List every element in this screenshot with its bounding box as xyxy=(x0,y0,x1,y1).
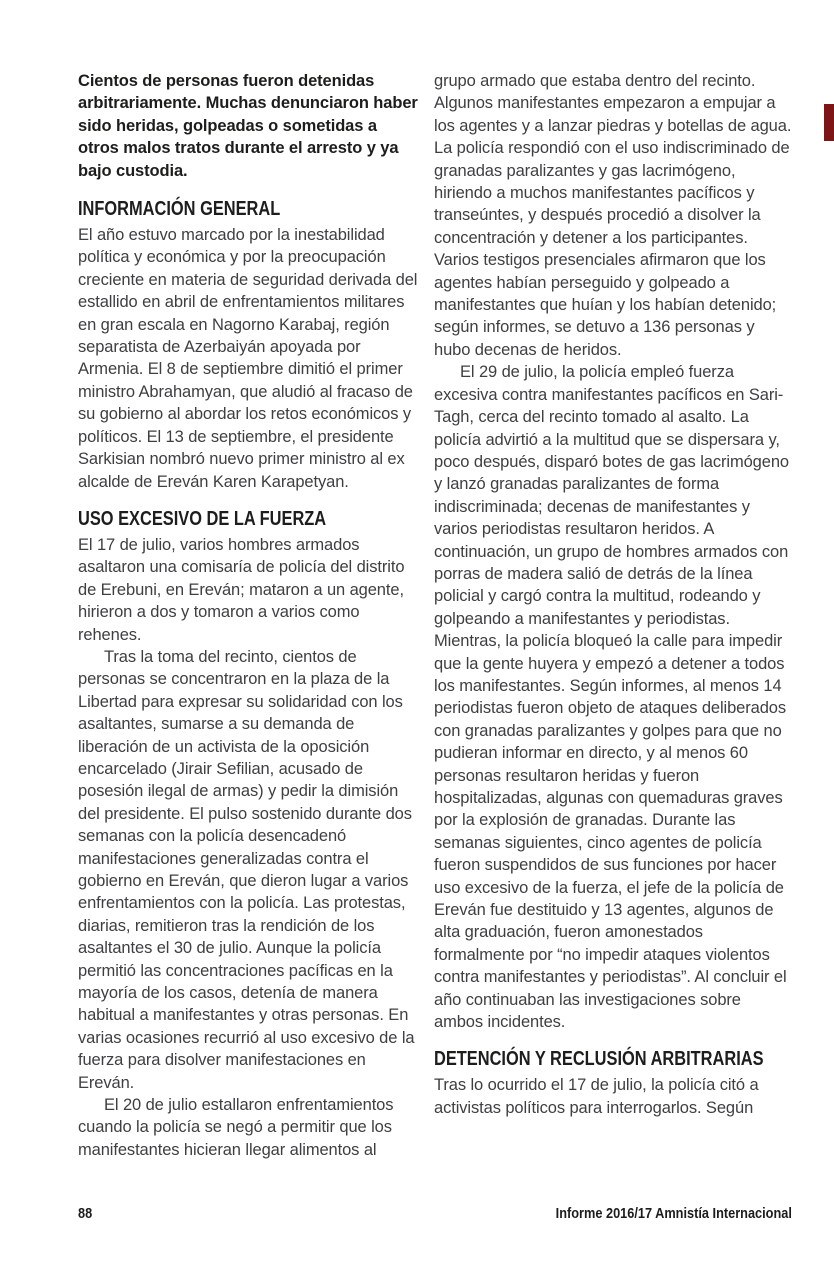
section-heading-informacion-general: INFORMACIÓN GENERAL xyxy=(78,197,281,221)
page-content xyxy=(78,70,792,1161)
paragraph-uso-2: Tras la toma del recinto, cientos de personas se concentraron en la plaza de la Libertad para expresar su solidaridad con los asaltantes, sumarse a su demanda de liberación de un activista de la oposición encarcelado (Jirair Sefilian, acusado de posesión ilegal de armas) y pedir la dimisión del presidente. El pulso sostenido durante dos semanas con la policía desencadenó manifestaciones generalizadas contra el gobierno en Ereván, que dieron lugar a varios enfrentamientos con la policía. Las protestas, diarias, remitieron tras la rendición de los asaltantes el 30 de julio. Aunque la policía permitió las concentraciones pacíficas en la mayoría de los casos, detenía de manera habitual a manifestantes y otras personas. En varias ocasiones recurrió al uso excesivo de la fuerza para disolver manifestaciones en Ereván. xyxy=(78,647,415,1092)
paragraph-uso-3-start: El 20 de julio estallaron enfrentamientos cuando la policía se negó a permitir que los manifestantes hicieran llegar alimentos al xyxy=(78,1096,394,1159)
paragraph-detencion-1: Tras lo ocurrido el 17 de julio, la policía citó a activistas políticos para interrogarlos. Según xyxy=(434,1076,759,1117)
paragraph-uso-1: El 17 de julio, varios hombres armados asaltaron una comisaría de policía del distrito de Erebuni, en Ereván; mataron a un agente, hirieron a dos y tomaron a varios como rehenes. xyxy=(78,535,405,644)
right-column xyxy=(434,70,792,1161)
section-edge-tab xyxy=(824,104,834,141)
paragraph-informacion-general: El año estuvo marcado por la inestabilidad política y económica y por la preocupación creciente en materia de seguridad derivada del estallido en abril de enfrentamientos militares en gran escala en Nagorno Karabaj, región separatista de Azerbaiyán apoyada por Armenia. El 8 de septiembre dimitió el primer ministro Abrahamyan, que aludió al fracaso de su gobierno al abordar los retos económicos y políticos. El 13 de septiembre, el presidente Sarkisian nombró nuevo primer ministro al ex alcalde de Ereván Karen Karapetyan. xyxy=(78,226,418,491)
paragraph-uso-3-continued: grupo armado que estaba dentro del recinto. Algunos manifestantes empezaron a empujar a los agentes y a lanzar piedras y botellas de agua. La policía respondió con el uso indiscriminado de granadas paralizantes y gas lacrimógeno, hiriendo a muchos manifestantes pacíficos y transeúntes, y después procedió a disolver la concentración y detener a los participantes. Varios testigos presenciales afirmaron que los agentes habían perseguido y golpeado a manifestantes que huían y los habían detenido; según informes, se detuvo a 136 personas y hubo decenas de heridos. xyxy=(434,72,792,359)
paragraph-uso-4: El 29 de julio, la policía empleó fuerza excesiva contra manifestantes pacíficos en Sari-Tagh, cerca del recinto tomado al asalto. La policía advirtió a la multitud que se dispersara y, poco después, disparó botes de gas lacrimógeno y lanzó granadas paralizantes de forma indiscriminada; decenas de manifestantes y varios periodistas resultaron heridos. A continuación, un grupo de hombres armados con porras de madera salió de detrás de la línea policial y cargó contra la multitud, rodeando y golpeando a manifestantes y periodistas. Mientras, la policía bloqueó la calle para impedir que la gente huyera y empezó a detener a todos los manifestantes. Según informes, al menos 14 periodistas fueron objeto de ataques deliberados con granadas paralizantes y golpes para que no pudieran informar en directo, y al menos 60 personas resultaron heridas y fueron hospitalizadas, algunas con quemaduras graves por la explosión de granadas. Durante las semanas siguientes, cinco agentes de policía fueron suspendidos de sus funciones por hacer uso excesivo de la fuerza, el jefe de la policía de Ereván fue destituido y 13 agentes, algunos de alta graduación, fueron amonestados formalmente por “no impedir ataques violentos contra manifestantes y periodistas”. Al concluir el año continuaban las investigaciones sobre ambos incidentes. xyxy=(434,363,789,1032)
page-number: 88 xyxy=(78,1205,93,1222)
page-footer xyxy=(78,1205,792,1222)
report-title: Informe 2016/17 Amnistía Internacional xyxy=(555,1205,792,1222)
section-heading-uso-excesivo: USO EXCESIVO DE LA FUERZA xyxy=(78,506,327,530)
left-column xyxy=(78,70,418,1161)
section-heading-detencion-reclusion: DETENCIÓN Y RECLUSIÓN ARBITRARIAS xyxy=(434,1047,764,1071)
intro-paragraph: Cientos de personas fueron detenidas arbitrariamente. Muchas denunciaron haber sido heridas, golpeadas o sometidas a otros malos tratos durante el arresto y ya bajo custodia. xyxy=(78,72,418,180)
